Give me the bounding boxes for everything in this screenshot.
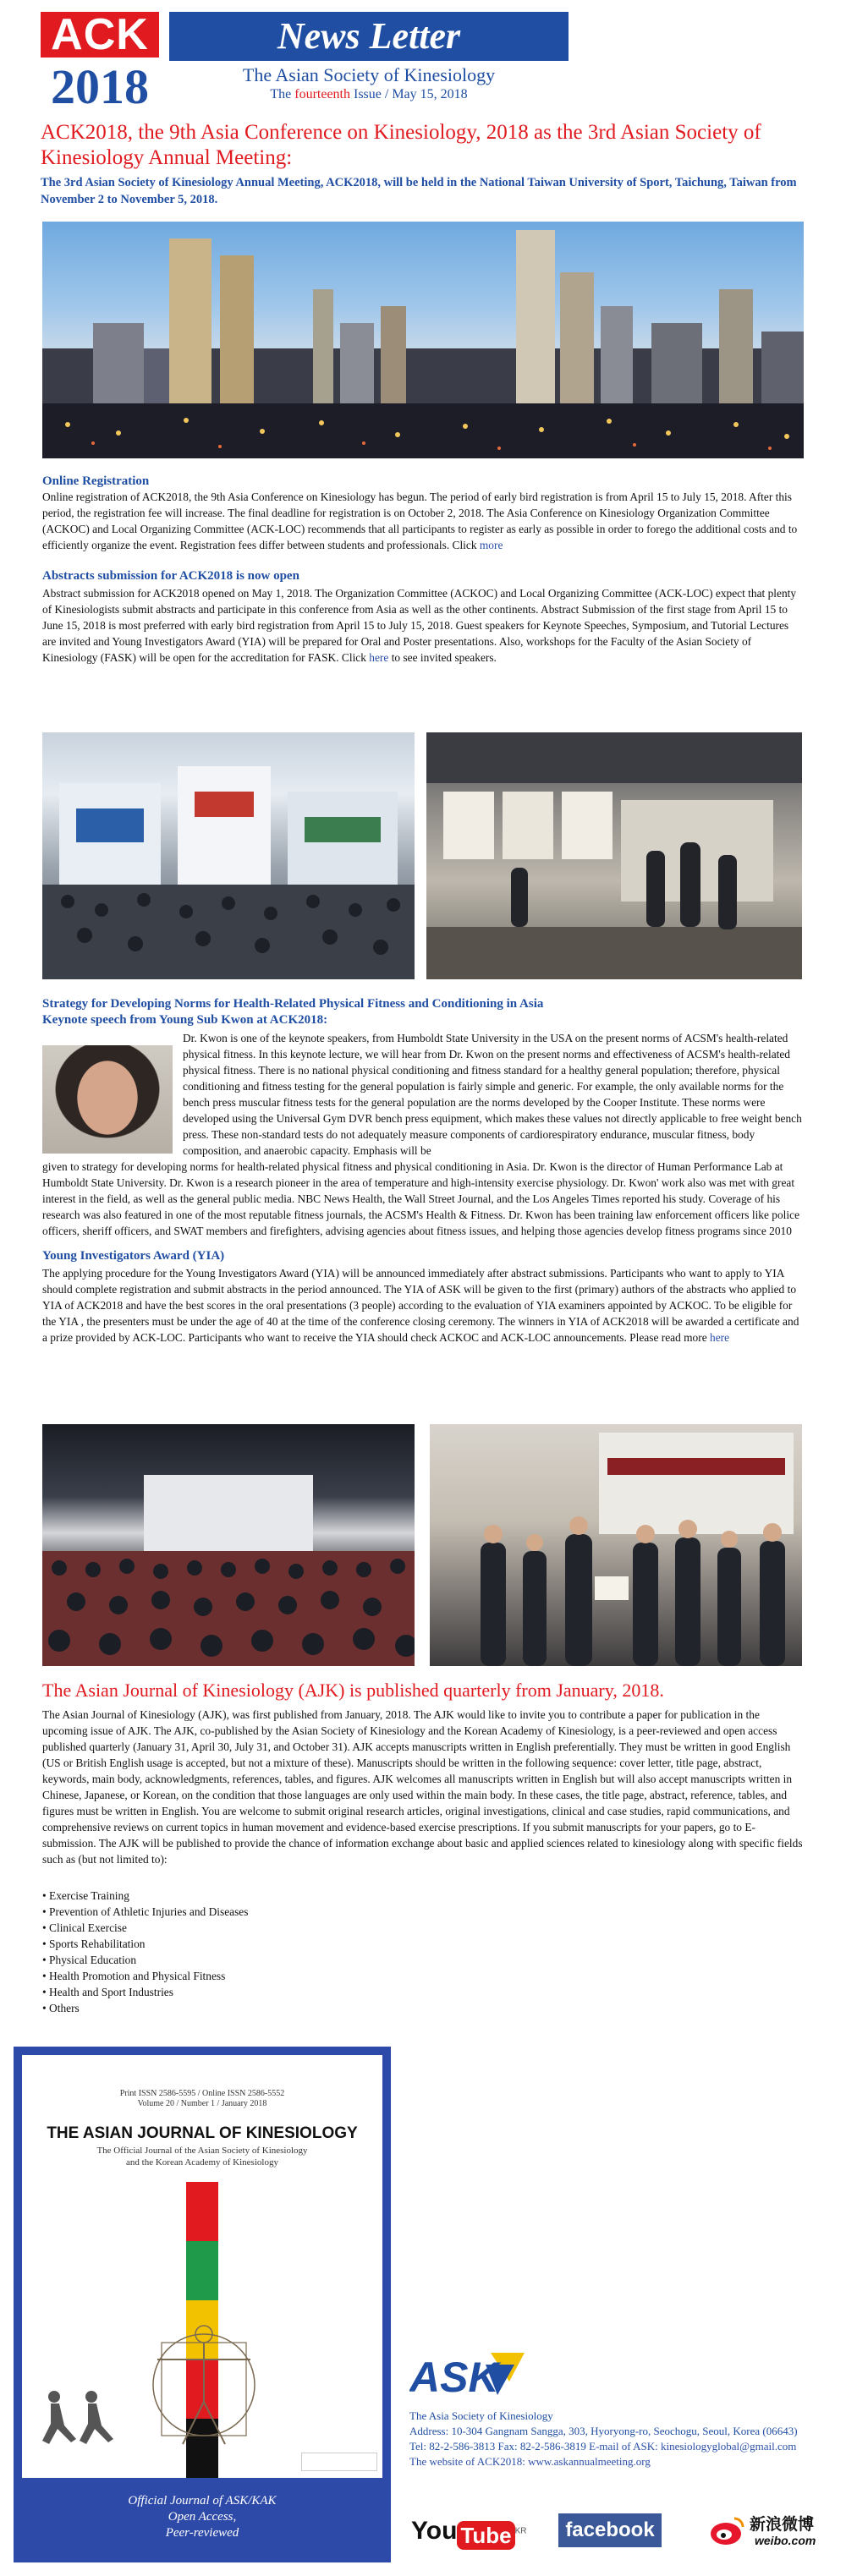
list-item: • Sports Rehabilitation [42,1936,550,1952]
keynote-full-text: given to strategy for developing norms for health-related physical fitness and physical conditioning in Asia. Dr. Kwon is the director of Human Performance Lab at Humboldt State University. Dr. Kwon is a research pioneer in the area of temperature and high-intensity exercise physiology. Dr. Kwon' work also was met with great interest in the field, as well as the general public media. NBC News Health, the Wall Street Journal, and the Los Angeles Times reported his study. Coverage of his research was also featured in one of the most reputable fitness journals, the ACSM's Health & Fitness. Dr. Kwon has been training law enforcement officers like police officers, sheriff officers, and SWAT members and firefighters, advising agencies about fitness issues, and helping those agencies develop fitness programs since 2010 [42,1160,800,1237]
online-registration-heading: Online Registration [42,474,150,488]
youtube-tube-text: Tube [457,2521,514,2550]
weibo-url-text: weibo.com [755,2534,816,2547]
cover-green-block [186,2241,218,2300]
city-skyline-illustration [42,222,804,458]
abstracts-text [42,585,804,666]
issue-line [169,86,569,103]
youtube-you-text: You [411,2517,458,2545]
cover-footer [14,2493,391,2541]
award-ceremony-photo [430,1424,802,1666]
cover-issn-line: Print ISSN 2586-5595 / Online ISSN 2586-5552 [119,2089,285,2098]
facebook-link[interactable] [558,2513,662,2547]
cover-subtitle [22,2145,382,2168]
contact-org-name: The Asia Society of Kinesiology [409,2409,553,2422]
cover-subtitle-line-1: The Official Journal of the Asian Society of Kinesiology [96,2146,308,2156]
issue-prefix: The [270,87,292,101]
list-item: • Physical Education [42,1952,550,1968]
youtube-kr-text: KR [514,2526,527,2536]
taichung-city-photo [42,222,804,458]
issue-ordinal: fourteenth [294,87,350,101]
keynote-heading: Strategy for Developing Norms for Health-Related Physical Fitness and Conditioning in Asia [42,997,544,1011]
online-registration-more-link[interactable]: more [479,539,503,551]
weibo-link[interactable] [709,2508,836,2554]
cover-subtitle-line-2: and the Korean Academy of Kinesiology [126,2157,278,2168]
list-item: • Exercise Training [42,1888,550,1904]
contact-website-link[interactable]: The website of ACK2018: www.askannualmeeting.org [409,2455,651,2468]
poster-session-illustration [426,732,802,979]
abstracts-here-link[interactable]: here [369,651,389,664]
cover-footer-line-3: Peer-reviewed [165,2526,239,2540]
ask-logo-text: ASK [409,2354,499,2401]
abstracts-heading: Abstracts submission for ACK2018 is now open [42,569,299,583]
cover-publisher-logo [301,2453,377,2471]
ajk-fields-list [42,1888,550,2016]
lecture-hall-photo [42,1424,415,1666]
lecture-hall-illustration [42,1424,415,1666]
ack-logo-year: 2018 [51,59,149,114]
contact-address: Address: 10-304 Gangnam Sangga, 303, Hyoryong-ro, Seochogu, Seoul, Korea (06643) [409,2425,798,2437]
yia-body: The applying procedure for the Young Investigators Award (YIA) will be announced immediately after abstract submissions. Participants who want to apply to YIA should complete registration and submit abstracts in the period announced. The YIA of ASK will be given to the first (primary) authors of the abstracts who applied to YIA of ACK2018 and have the best scores in the oral presentations (3 people) according to the evaluation of YIA examiners appointed by ACKOC. To be eligible for the YIA , the presenters must be under the age of 40 at the time of the conference closing ceremony. The winners in YIA of ACK2018 will be awarded a certificate and a prize provided by ACK-LOC. Participants who want to receive the YIA should check ACKOC and ACK-LOC announcements. Please read more [42,1267,799,1344]
cover-footer-line-1: Official Journal of ASK/KAK [128,2494,277,2507]
contact-email-link[interactable]: E-mail of ASK: kinesiologyglobal@gmail.com [589,2440,797,2453]
newsletter-banner: News Letter [169,12,569,61]
intro-title: ACK2018, the 9th Asia Conference on Kinesiology, 2018 as the 3rd Asian Society of Kinesiology Annual Meeting: [41,121,761,169]
cover-title: THE ASIAN JOURNAL OF KINESIOLOGY [47,2124,358,2142]
cover-volume-line: Volume 20 / Number 1 / January 2018 [137,2099,267,2108]
list-item: • Health and Sport Industries [42,1984,550,2000]
ask-logo [409,2348,528,2402]
list-item: • Health Promotion and Physical Fitness [42,1968,550,1984]
award-ceremony-illustration [430,1424,802,1666]
journal-cover[interactable] [14,2047,391,2562]
exhibition-hall-photo [42,732,415,979]
society-name: The Asian Society of Kinesiology [242,64,496,85]
list-item: • Clinical Exercise [42,1920,550,1936]
poster-session-photo [426,732,802,979]
contact-phone: Tel: 82-2-586-3813 Fax: 82-2-586-3819 [409,2440,586,2453]
contact-phone-email [409,2439,832,2454]
cover-footer-line-2: Open Access, [168,2510,237,2524]
runners-silhouette-icon [30,2385,132,2469]
journal-cover-page [22,2055,382,2478]
ack-logo-text: ACK [41,12,159,58]
keynote-side-text: Dr. Kwon is one of the keynote speakers, from Humboldt State University in the USA on the present norms of ACSM's health-related physical fitness. In this keynote lecture, we will hear from Dr. Kwon on the present norms and effectiveness of ACSM's health-related physical fitness. There is no national physical conditioning and fitness standard for a healthy general population; therefore, physical conditioning and fitness testing for the general population is fairly simple and generic. For example, the only available norms for the bench press muscular fitness tests for the general population are the norms developed by the Cooper Institute. These norms were developed using the Universal Gym DVR bench press equipment, which makes these values not directly applicable to free weight bench press. These non-standard tests do not adequately measure components of cardiorespiratory endurance, muscular fitness, body composition, and anaerobic capacity. Emphasis will be [183,1032,802,1157]
exhibition-illustration [42,732,415,979]
youtube-link[interactable] [411,2508,527,2554]
intro-subtitle: The 3rd Asian Society of Kinesiology Annual Meeting, ACK2018, will be held in the National Taiwan University of Sport, Taichung, Taiwan from November 2 to November 5, 2018. [41,176,797,206]
weibo-icon [709,2513,746,2547]
yia-text [42,1265,804,1346]
young-sub-kwon-portrait [42,1045,173,1154]
online-registration-body: Online registration of ACK2018, the 9th Asia Conference on Kinesiology has begun. The period of early bird registration is from April 15 to July 15, 2018. After this period, the registration fee will increase. The final deadline for registration is on October 2, 2018. The Asia Conference on Kinesiology Organization Committee (ACKOC) and Local Organizing Committee (ACK-LOC) recommends that all participants to register as early as possible in order to forego the additional costs and to efficiently organize the event. Registration fees differ between students and professionals. Click [42,491,798,551]
abstracts-body: Abstract submission for ACK2018 opened on May 1, 2018. The Organization Committee (ACKOC) and Local Organizing Committee (ACK-LOC) expect that plenty of Kinesiologists submit abstracts and participate in this conference from Asia as well as the other continents. Abstract Submission of the first stage from April 15 to June 15, 2018 is most preferred with early bird registration from April 15 to July 15, 2018. Guest speakers for Keynote Speeches, Symposium, and Tutorial Lectures are invited and Young Investigators Award (YIA) will be prepared for Oral and Poster presentations. Also, workshops for the Faculty of the Asian Society of Kinesiology (FASK) will be open for the accreditation for FASK. Click [42,587,797,664]
yia-here-link[interactable]: here [710,1331,730,1344]
issue-date: Issue / May 15, 2018 [353,87,468,101]
newsletter-header [41,12,569,113]
weibo-cn-text: 新浪微博 [750,2515,815,2534]
vitruvian-man-icon [149,2309,259,2461]
contact-block [409,2409,832,2469]
facebook-text: facebook [565,2518,655,2541]
online-registration-text [42,489,804,553]
abstracts-tail: to see invited speakers. [391,651,497,664]
list-item: • Prevention of Athletic Injuries and Diseases [42,1904,550,1920]
cover-issn [22,2089,382,2109]
ajk-title: The Asian Journal of Kinesiology (AJK) is published quarterly from January, 2018. [42,1680,664,1701]
cover-red-block [186,2182,218,2241]
keynote-subheading: Keynote speech from Young Sub Kwon at ACK2018: [42,1013,328,1027]
yia-heading: Young Investigators Award (YIA) [42,1249,225,1263]
ajk-body: The Asian Journal of Kinesiology (AJK), was first published from January, 2018. The AJK would like to invite you to contribute a paper for publication in the upcoming issue of AJK. The AJK, co-published by the Asian Society of Kinesiology and the Korean Academy of Kinesiology, is a peer-reviewed and open access published quarterly (January 31, April 30, July 31, and October 31). AJK accepts manuscripts written in English preferentially. They must be written in good English (US or British English usage is accepted, but not a mixture of these). Manuscripts should be written in the following sequence: cover letter, title page, abstract, keywords, main body, acknowledgments, references, tables, and figures. AJK welcomes all manuscripts written in English but will also accept manuscripts written in Chinese, Japanese, or Korean, on the condition that those languages are only used within the main body. In these cases, the title page, abstract, reference, tables, and figures must be written in English. You are welcome to submit original research articles, original investigations, clinical and case studies, rapid communications, and comprehensive reviews on current topics in human movement and evidence-based exercise prescriptions. If you submit manuscripts for your papers, go to E-submission. The AJK will be published to provide the chance of information exchange about basic and applied sciences related to kinesiology along with specific fields such as (but not limited to): [42,1708,803,1866]
list-item: • Others [42,2000,550,2016]
